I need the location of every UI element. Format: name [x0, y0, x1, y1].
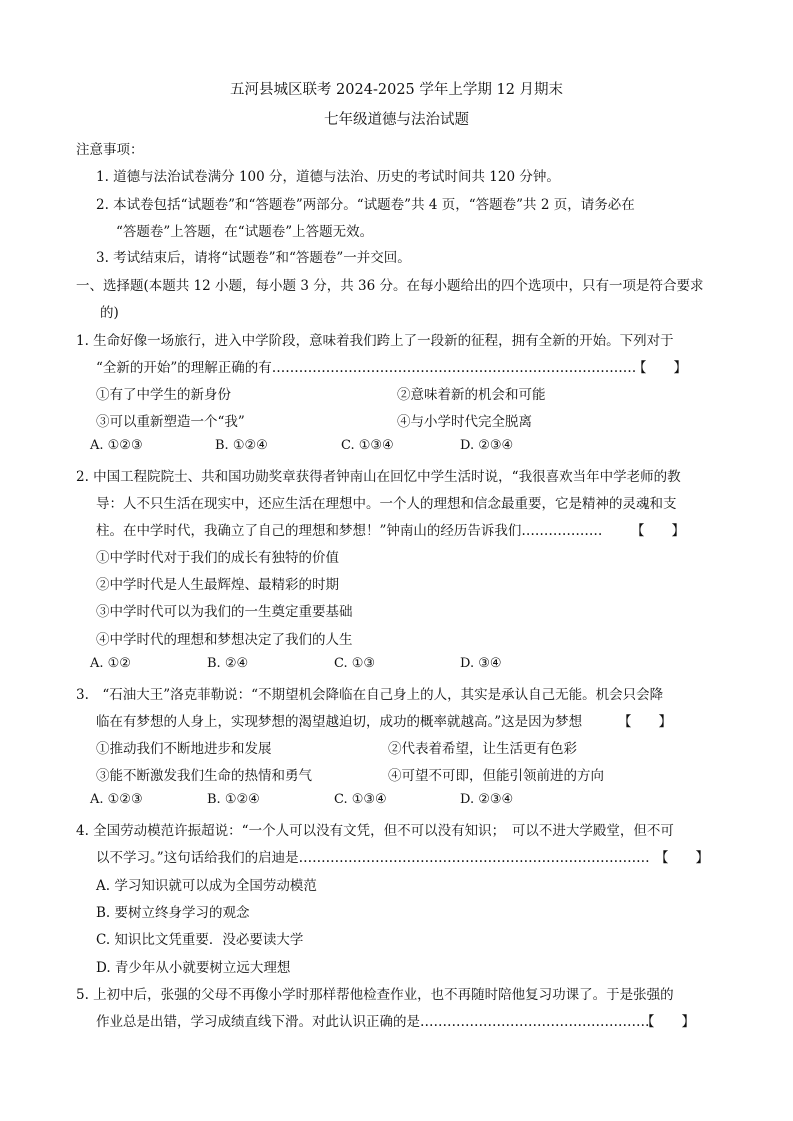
- exam-subtitle: 七年级道德与法治试题: [324, 112, 469, 128]
- choice-option: C. ①③: [334, 656, 376, 671]
- section-heading-cont: 的): [100, 305, 119, 321]
- statement-item: ①有了中学生的新身份: [96, 387, 231, 403]
- statement-item: ②意味着新的机会和可能: [397, 387, 546, 403]
- choice-option: A. ①②③: [90, 792, 143, 807]
- question-5-stem: 5. 上初中后，张强的父母不再像小学时那样帮他检查作业，也不再随时陪他复习功课了。于是张强的: [76, 987, 674, 1003]
- statement-item: ④中学时代的理想和梦想决定了我们的人生: [96, 632, 353, 648]
- question-3-stem: 3. “石油大王”洛克菲勒说：“不期望机会降临在自己身上的人，其实是承认自己无能。机会只会降: [76, 687, 664, 703]
- statement-item: ②中学时代是人生最辉煌、最精彩的时期: [96, 577, 339, 593]
- notice-item: “答题卷”上答题，在“试题卷”上答题无效。: [116, 224, 374, 240]
- choice-option: D. ②③④: [460, 438, 514, 453]
- statement-item: ③能不断激发我们生命的热情和勇气: [96, 768, 312, 784]
- notice-item: 3. 考试结束后，请将“试题卷”和“答题卷”一并交回。: [96, 250, 411, 266]
- answer-bracket: 【 】: [618, 714, 672, 730]
- question-2-stem: 导：人不只生活在现实中，还应生活在理想中。一个人的理想和信念最重要，它是精神的灵魂和支: [96, 496, 677, 512]
- statement-item: ③中学时代可以为我们的一生奠定重要基础: [96, 604, 353, 620]
- answer-bracket: 【 】: [631, 523, 685, 539]
- statement-item: ④可望不可即，但能引领前进的方向: [388, 768, 604, 784]
- choice-option: C. 知识比文凭重要．没必要读大学: [96, 932, 304, 948]
- statement-item: ④与小学时代完全脱离: [397, 414, 532, 430]
- statement-item: ①中学时代对于我们的成长有独特的价值: [96, 550, 339, 566]
- choice-option: B. ①②④: [215, 438, 268, 453]
- notice-item: 2. 本试卷包括“试题卷”和“答题卷”两部分。“试题卷”共 4 页，“答题卷”共 2 页，请务必在: [96, 197, 635, 213]
- choice-option: A. ①②③: [90, 438, 143, 453]
- exam-title: 五河县城区联考 2024-2025 学年上学期 12 月期末: [229, 82, 564, 98]
- answer-bracket: 【 】: [655, 850, 709, 866]
- answer-bracket: 【 】: [641, 1014, 695, 1030]
- section-heading: 一、选择题(本题共 12 小题，每小题 3 分，共 36 分。在每小题给出的四个选项中，只有一项是符合要求: [76, 278, 704, 294]
- choice-option: A. 学习知识就可以成为全国劳动模范: [96, 878, 317, 894]
- question-1-stem: 1. 生命好像一场旅行，进入中学阶段，意味着我们跨上了一段新的征程，拥有全新的开始。下列对于: [76, 333, 674, 349]
- choice-option: A. ①②: [90, 656, 131, 671]
- question-2-stem: 2. 中国工程院院士、共和国功勋奖章获得者钟南山在回忆中学生活时说，“我很喜欢当年中学老师的教: [76, 469, 681, 485]
- statement-item: ①推动我们不断地进步和发展: [96, 741, 272, 757]
- question-4-stem: 以不学习。”这句话给我们的启迪是……………………………………………………………………: [96, 850, 650, 866]
- notice-heading: 注意事项：: [76, 142, 144, 158]
- statement-item: ③可以重新塑造一个“我”: [96, 414, 245, 430]
- choice-option: C. ①③④: [341, 438, 394, 453]
- question-1-stem: “全新的开始”的理解正确的有………………………………………………………………………: [96, 360, 637, 376]
- statement-item: ②代表着希望，让生活更有色彩: [388, 741, 577, 757]
- answer-bracket: 【 】: [633, 360, 687, 376]
- question-2-stem: 柱。在中学时代，我确立了自己的理想和梦想！”钟南山的经历告诉我们………………: [96, 523, 603, 539]
- choice-option: C. ①③④: [334, 792, 387, 807]
- choice-option: D. ③④: [460, 656, 502, 671]
- choice-option: B. 要树立终身学习的观念: [96, 905, 250, 921]
- choice-option: B. ①②④: [207, 792, 260, 807]
- question-5-stem: 作业总是出错，学习成绩直线下滑。对此认识正确的是……………………………………………: [96, 1014, 650, 1030]
- choice-option: D. 青少年从小就要树立远大理想: [96, 960, 291, 976]
- question-4-stem: 4. 全国劳动模范许振超说：“一个人可以没有文凭，但不可以没有知识； 可以不进大学殿堂，但不可: [76, 823, 674, 839]
- question-3-stem: 临在有梦想的人身上，实现梦想的渴望越迫切，成功的概率就越高。”这是因为梦想: [96, 714, 583, 730]
- notice-item: 1. 道德与法治试卷满分 100 分，道德与法治、历史的考试时间共 120 分钟。: [96, 169, 560, 185]
- choice-option: D. ②③④: [460, 792, 514, 807]
- choice-option: B. ②④: [207, 656, 249, 671]
